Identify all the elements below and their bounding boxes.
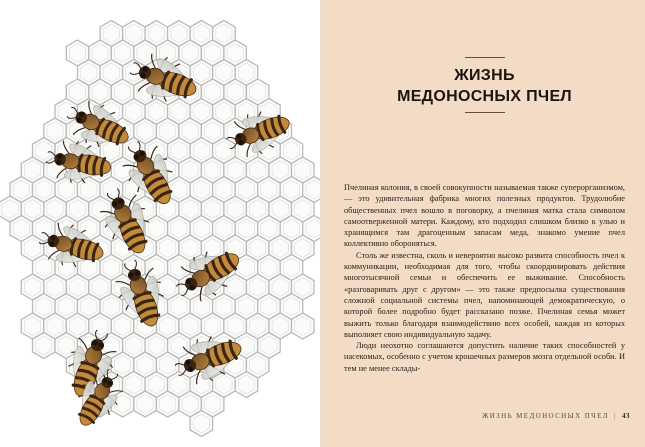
paragraph-2: Столь же известна, сколь и невероятно высоко развита способность пчел к коммуникации, необходимая для того, чтобы скоординировать действия многотысячной семьи и обеспечить ее выживание. Способность «разговаривать друг с другом» — это также предпосылка существования сложной социальной системы пчел, напоминающей демократическую, о которой более подробно будет рассказано позже. Пчелиная семья может выжить только благодаря взаимодействию всех особей, каждая из которых выполняет свою индивидуальную задачу. xyxy=(344,250,625,339)
illustration-page xyxy=(0,0,322,447)
text-page xyxy=(324,0,645,447)
chapter-title-line1: ЖИЗНЬ xyxy=(454,67,515,84)
running-title: ЖИЗНЬ МЕДОНОСНЫХ ПЧЕЛ xyxy=(482,412,609,420)
paragraph-3: Люди неохотно соглашаются допустить наличие таких способностей у насекомых, особенно с учетом крошечных размеров мозга отдельной особи. И тем не менее склады- xyxy=(344,341,625,373)
title-rule-bottom xyxy=(465,112,505,113)
paragraph-1: Пчелиная колония, в своей совокупности называемая также суперорганизмом, — это удивительная фабрика многих полезных продуктов. Трудолюбие общественных пчел вошло в поговорку, а пчелиная матка стала символом самоотверженной матери. Каждому, кто подходил слишком близко к улью и хранящимся там драгоценным запасам меда, знакомо умение пчел коллективно обороняться. xyxy=(344,183,625,249)
chapter-title-line2: МЕДОНОСНЫХ ПЧЕЛ xyxy=(397,88,572,105)
running-footer xyxy=(482,412,630,420)
footer-separator: | xyxy=(614,412,617,420)
chapter-body xyxy=(344,182,625,374)
bee-illustration xyxy=(0,0,322,447)
title-rule-top xyxy=(465,57,505,58)
page-number: 43 xyxy=(622,412,630,420)
